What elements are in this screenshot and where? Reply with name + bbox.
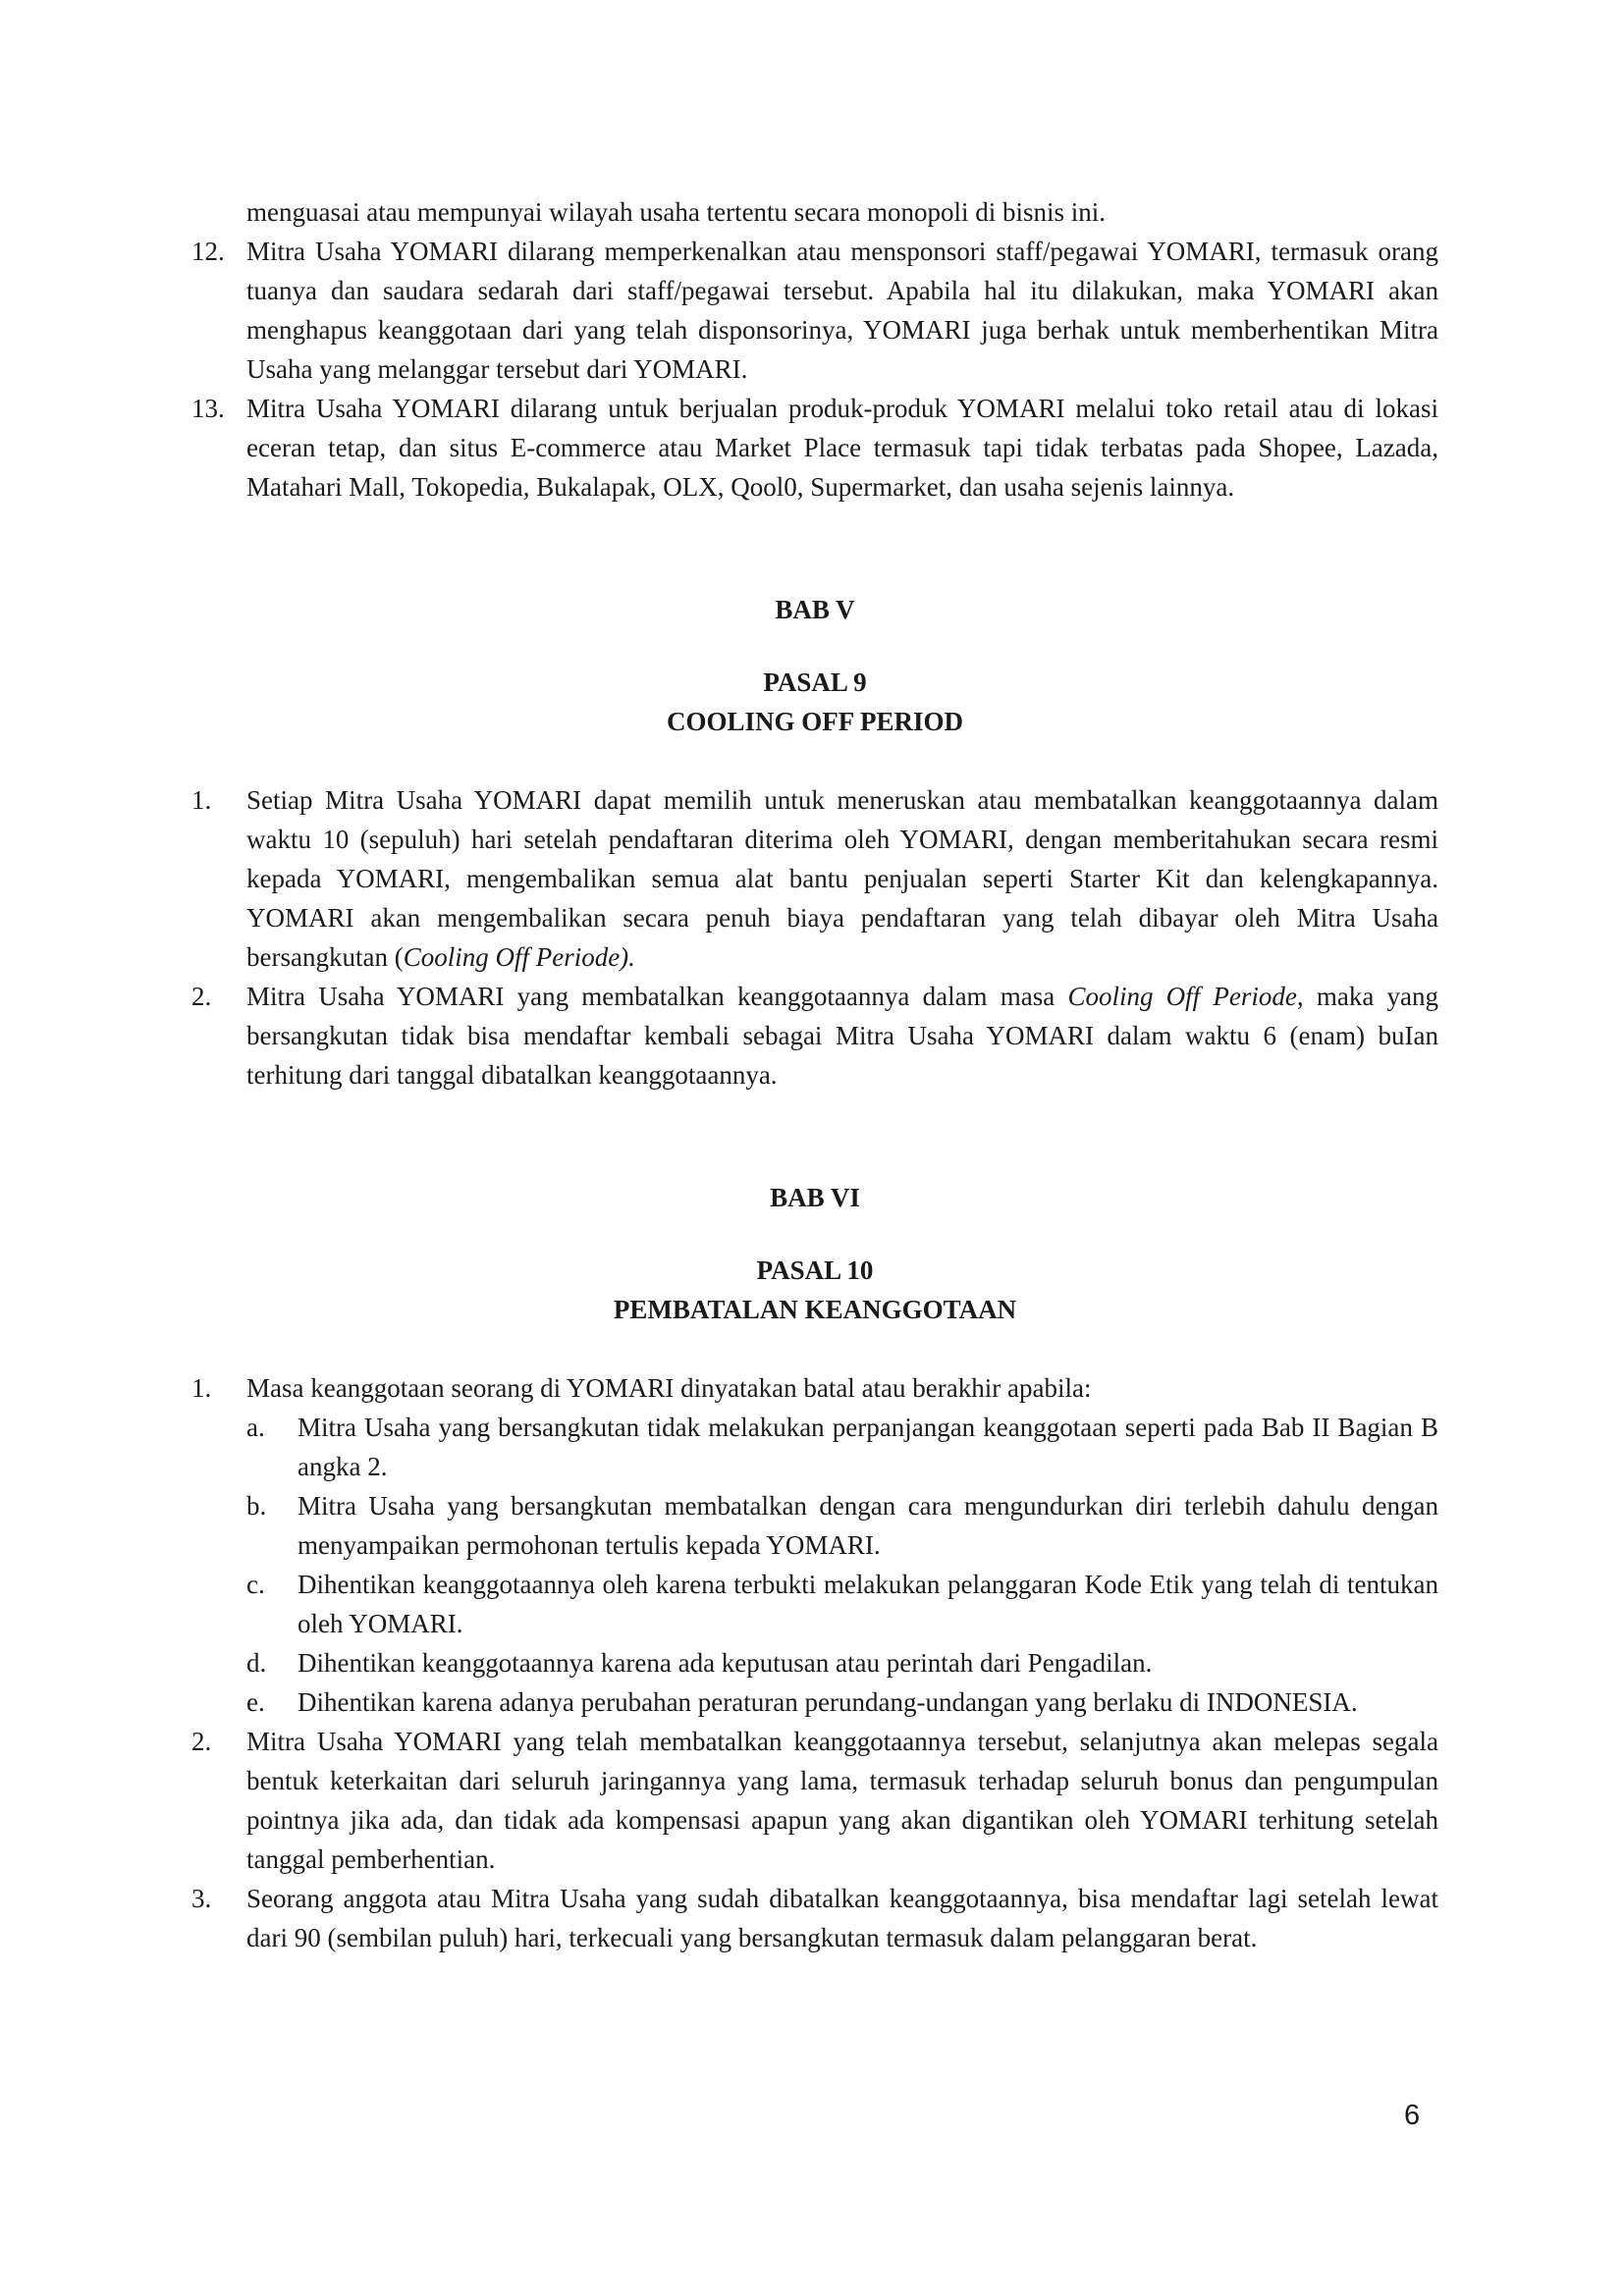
item-body xyxy=(246,1368,1438,1722)
item-number: 3. xyxy=(191,1884,212,1913)
article-title-cooling-off: COOLING OFF PERIOD xyxy=(666,707,963,736)
sub-item-text: Mitra Usaha yang bersangkutan membatalkan dengan cara mengundurkan diri terlebih dahulu dengan menyampaikan permohonan tertulis kepada YOMARI. xyxy=(298,1491,1438,1560)
list-item xyxy=(191,1722,1438,1879)
item-number: 12. xyxy=(191,237,225,266)
list-item-13 xyxy=(191,389,1438,507)
sub-item-letter: a. xyxy=(246,1413,265,1442)
sub-item-letter: d. xyxy=(246,1648,267,1678)
item-text: Mitra Usaha YOMARI dilarang untuk berjualan produk-produk YOMARI melalui toko retail atau di lokasi eceran tetap, dan situs E-commerce atau Market Place termasuk tapi tidak terbatas pada Shopee, Lazada, Matahari Mall, Tokopedia, Bukalapak, OLX, Qool0, Supermarket, dan usaha sejenis lainnya. xyxy=(246,394,1438,502)
sub-list-item xyxy=(246,1643,1438,1682)
italic-term: Cooling Off Periode xyxy=(1067,982,1297,1011)
article-heading-pasal-9: PASAL 9 xyxy=(763,667,867,697)
article-heading-pasal-10: PASAL 10 xyxy=(756,1255,874,1285)
item-number: 13. xyxy=(191,394,225,423)
sub-list xyxy=(246,1408,1438,1722)
sub-item-text: Dihentikan karena adanya perubahan peraturan perundang-undangan yang berlaku di INDONESIA. xyxy=(298,1687,1358,1717)
item-number: 2. xyxy=(191,1727,212,1756)
item-text: Masa keanggotaan seorang di YOMARI dinyatakan batal atau berakhir apabila: xyxy=(246,1373,1092,1403)
continuation-text: menguasai atau mempunyai wilayah usaha tertentu secara monopoli di bisnis ini. xyxy=(246,197,1107,227)
list-item xyxy=(191,977,1438,1095)
sub-list-item xyxy=(246,1408,1438,1486)
italic-term: Cooling Off Periode). xyxy=(403,942,635,972)
article-title-pembatalan: PEMBATALAN KEANGGOTAAN xyxy=(613,1295,1017,1324)
chapter-heading-bab-v: BAB V xyxy=(775,595,855,624)
sub-item-letter: c. xyxy=(246,1570,265,1599)
sub-item-text: Dihentikan keanggotaannya karena ada keputusan atau perintah dari Pengadilan. xyxy=(298,1648,1153,1678)
item-text: Setiap Mitra Usaha YOMARI dapat memilih untuk meneruskan atau membatalkan keanggotaannya dalam waktu 10 (sepuluh) hari setelah pendaftaran diterima oleh YOMARI, dengan memberitahukan secara resmi kepada YOMARI, mengembalikan semua alat bantu penjualan seperti Starter Kit dan kelengkapannya. YOMARI akan mengembalikan secara penuh biaya pendaftaran yang telah dibayar oleh Mitra Usaha bersangkutan (Cooling Off Periode). xyxy=(246,785,1438,972)
sub-list-item xyxy=(246,1486,1438,1565)
list-item xyxy=(191,1368,1438,1722)
item-text: Mitra Usaha YOMARI yang telah membatalkan keanggotaannya tersebut, selanjutnya akan melepas segala bentuk keterkaitan dari seluruh jaringannya yang lama, termasuk terhadap seluruh bonus dan pengumpulan pointnya jika ada, dan tidak ada kompensasi apapun yang akan digantikan oleh YOMARI terhitung setelah tanggal pemberhentian. xyxy=(246,1727,1438,1874)
sub-item-letter: e. xyxy=(246,1687,265,1717)
item-text: Mitra Usaha YOMARI dilarang memperkenalkan atau mensponsori staff/pegawai YOMARI, termasuk orang tuanya dan saudara sedarah dari staff/pegawai tersebut. Apabila hal itu dilakukan, maka YOMARI akan menghapus keanggotaan dari yang telah disponsorinya, YOMARI juga berhak untuk memberhentikan Mitra Usaha yang melanggar tersebut dari YOMARI. xyxy=(246,237,1438,384)
cooling-off-list xyxy=(191,780,1438,1095)
list-item xyxy=(191,780,1438,977)
list-item-12 xyxy=(191,232,1438,389)
item-number: 1. xyxy=(191,785,212,815)
sub-item-letter: b. xyxy=(246,1491,267,1521)
sub-item-text: Dihentikan keanggotaannya oleh karena terbukti melakukan pelanggaran Kode Etik yang telah di tentukan oleh YOMARI. xyxy=(298,1570,1438,1638)
list-item xyxy=(191,1879,1438,1957)
item-number: 1. xyxy=(191,1373,212,1403)
item-text: Mitra Usaha YOMARI yang membatalkan keanggotaannya dalam masa Cooling Off Periode, maka yang bersangkutan tidak bisa mendaftar kembali sebagai Mitra Usaha YOMARI dalam waktu 6 (enam) buIan terhitung dari tanggal dibatalkan keanggotaannya. xyxy=(246,982,1439,1090)
sub-list-item xyxy=(246,1682,1438,1722)
page-number: 6 xyxy=(1404,2100,1421,2131)
item-text: Seorang anggota atau Mitra Usaha yang sudah dibatalkan keanggotaannya, bisa mendaftar lagi setelah lewat dari 90 (sembilan puluh) hari, terkecuali yang bersangkutan termasuk dalam pelanggaran berat. xyxy=(246,1884,1438,1952)
chapter-heading-bab-vi: BAB VI xyxy=(770,1183,860,1212)
page-content xyxy=(191,192,1438,1957)
sub-item-text: Mitra Usaha yang bersangkutan tidak melakukan perpanjangan keanggotaan seperti pada Bab II Bagian B angka 2. xyxy=(298,1413,1438,1481)
item-number: 2. xyxy=(191,982,212,1011)
pembatalan-list xyxy=(191,1368,1438,1957)
sub-list-item xyxy=(246,1565,1438,1643)
